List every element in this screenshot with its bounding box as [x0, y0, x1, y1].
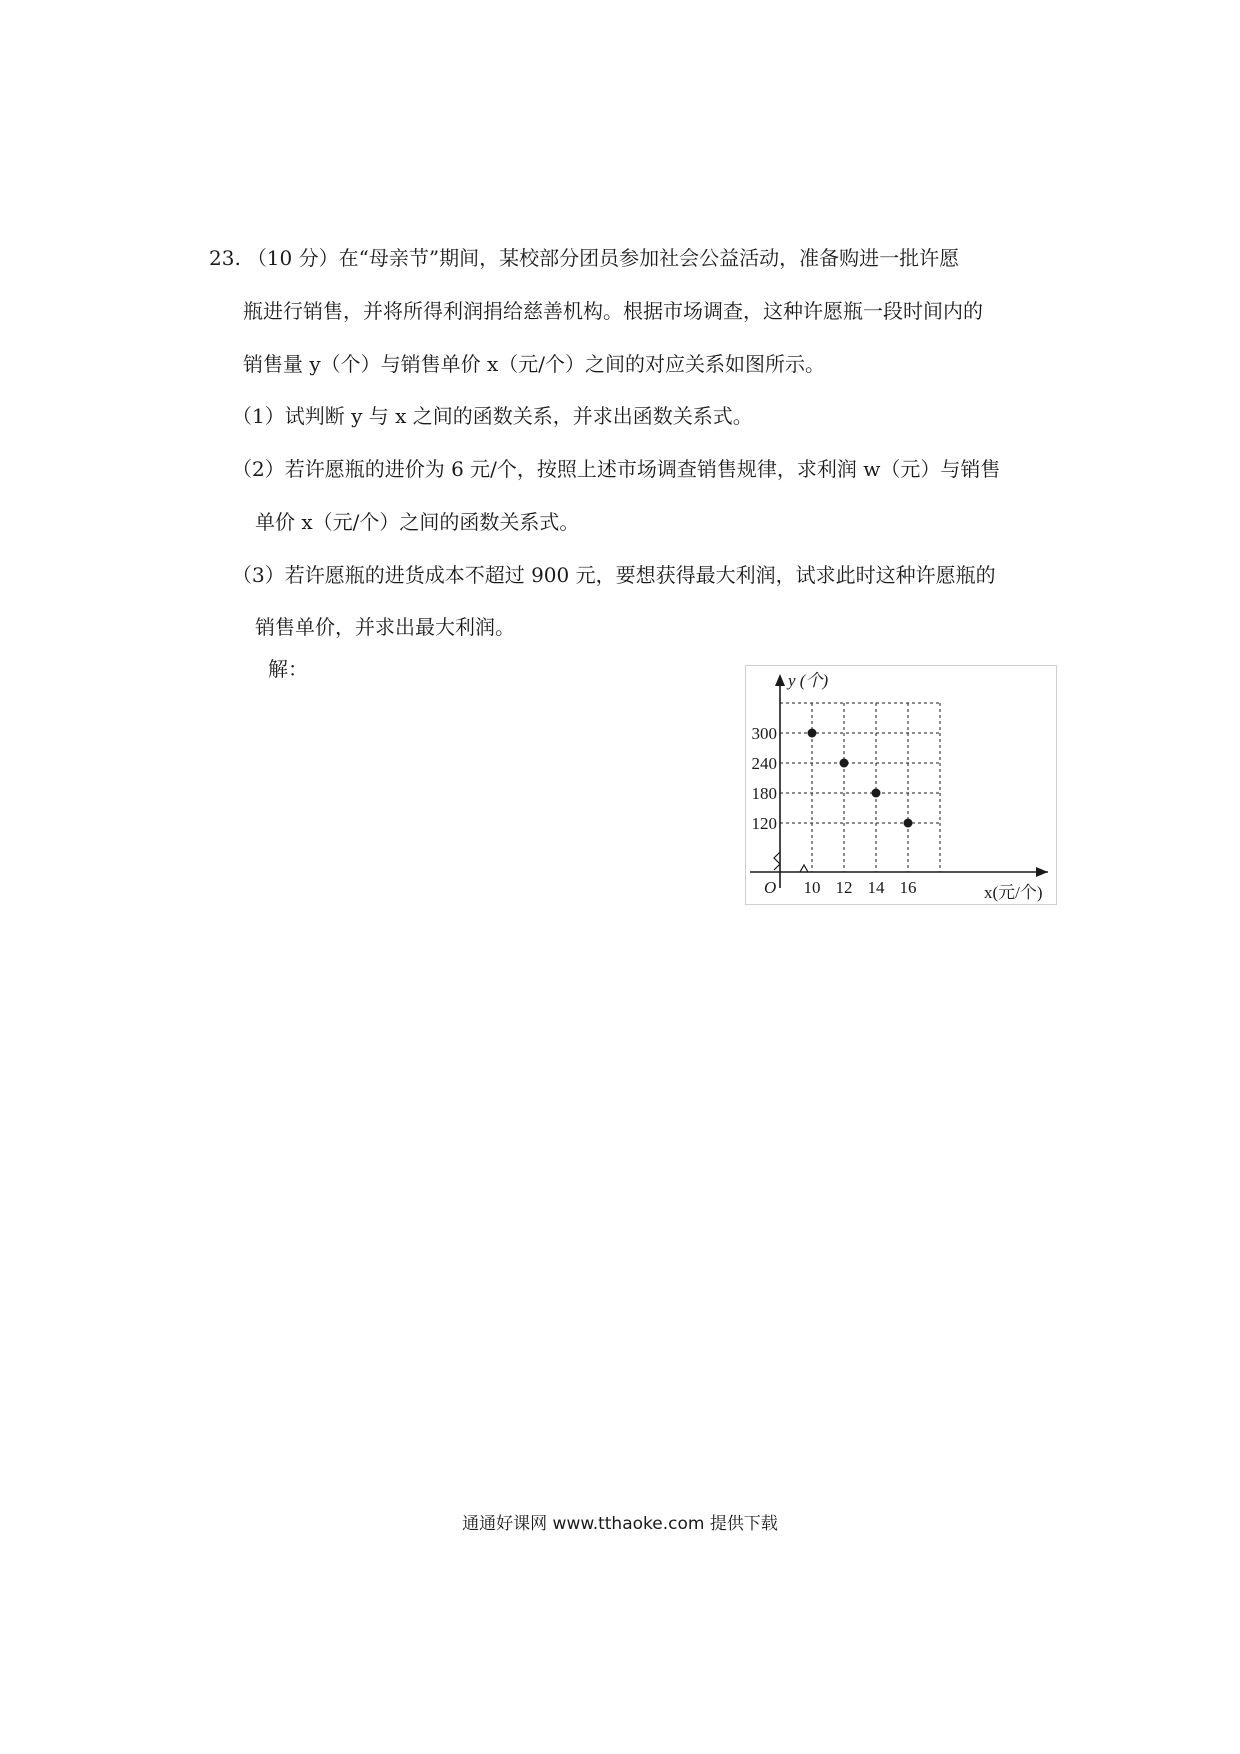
question-part-2: （2）若许愿瓶的进价为 6 元/个，按照上述市场调查销售规律，求利润 w（元）与销售	[232, 457, 1001, 481]
footer-text: 通通好课网 www.tthaoke.com 提供下载	[462, 1514, 778, 1534]
axes	[750, 674, 1048, 888]
scatter-figure	[745, 665, 1057, 905]
y-axis-label: y (个)	[788, 671, 829, 690]
y-tick-label: 240	[751, 754, 777, 773]
data-point	[808, 729, 817, 738]
question-line-3: 销售量 y（个）与销售单价 x（元/个）之间的对应关系如图所示。	[243, 352, 826, 376]
question-line-1	[209, 245, 959, 271]
data-point	[840, 759, 849, 768]
x-tick-label: 10	[803, 878, 821, 897]
scatter-chart	[746, 666, 1056, 904]
origin-label: O	[764, 878, 777, 897]
question-part-2-cont: 单价 x（元/个）之间的函数关系式。	[255, 510, 580, 534]
y-tick-label: 120	[751, 814, 777, 833]
y-tick-label: 300	[751, 724, 777, 743]
y-axis-arrow	[775, 674, 785, 686]
data-point	[904, 819, 913, 828]
grid	[780, 703, 940, 872]
question-line-2: 瓶进行销售，并将所得利润捐给慈善机构。根据市场调查，这种许愿瓶一段时间内的	[243, 299, 983, 323]
x-axis-arrow	[1036, 867, 1048, 877]
question-part-3: （3）若许愿瓶的进货成本不超过 900 元，要想获得最大利润，试求此时这种许愿瓶的	[232, 563, 996, 587]
data-point	[872, 789, 881, 798]
y-tick-label: 180	[751, 784, 777, 803]
x-tick-label: 12	[835, 878, 853, 897]
x-tick-label: 16	[899, 878, 917, 897]
x-tick-label: 14	[867, 878, 885, 897]
y-tick-labels	[752, 724, 778, 833]
x-axis-label: x(元/个)	[984, 883, 1043, 902]
question-number: 23.	[209, 246, 241, 270]
x-axis-break	[800, 865, 808, 872]
question-part-3-cont: 销售单价，并求出最大利润。	[255, 615, 515, 639]
y-axis-break	[774, 852, 780, 870]
question-stem-1: （10 分）在“母亲节”期间，某校部分团员参加社会公益活动，准备购进一批许愿	[246, 246, 960, 270]
question-part-1: （1）试判断 y 与 x 之间的函数关系，并求出函数关系式。	[232, 404, 753, 428]
data-points	[808, 729, 913, 828]
x-tick-labels	[804, 878, 917, 897]
solution-label: 解：	[268, 657, 308, 681]
